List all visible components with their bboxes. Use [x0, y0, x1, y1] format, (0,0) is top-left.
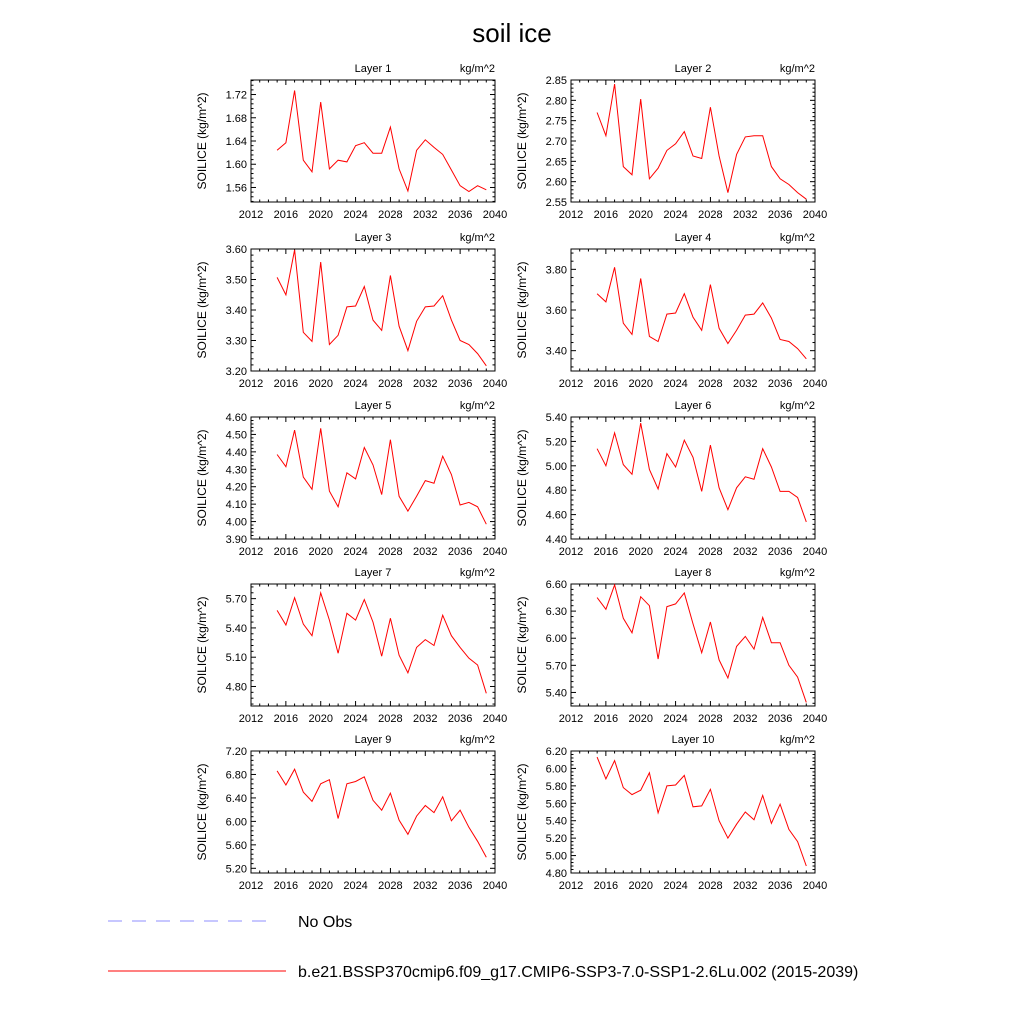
panel-title: Layer 9	[354, 734, 392, 746]
x-tick-label: 2016	[593, 546, 619, 558]
y-axis-label: SOILICE (kg/m^2)	[195, 261, 209, 359]
x-tick-label: 2040	[802, 880, 828, 892]
y-axis-label: SOILICE (kg/m^2)	[515, 429, 529, 527]
y-tick-label: 5.00	[545, 850, 567, 863]
y-tick-label: 3.40	[545, 345, 567, 358]
panel-title: Layer 3	[354, 232, 392, 244]
y-tick-label: 3.20	[225, 366, 247, 378]
panel-layer-2	[515, 63, 827, 221]
y-tick-label: 5.40	[225, 622, 247, 635]
legend	[108, 914, 858, 981]
x-tick-label: 2028	[698, 378, 723, 390]
y-tick-label: 3.80	[545, 264, 567, 277]
x-tick-label: 2020	[628, 880, 653, 892]
x-tick-label: 2020	[308, 546, 333, 558]
x-tick-label: 2032	[733, 378, 758, 390]
panel-layer-7	[195, 567, 507, 725]
y-tick-label: 4.60	[225, 412, 247, 424]
y-tick-label: 6.00	[225, 816, 247, 829]
x-tick-label: 2040	[802, 378, 828, 390]
x-tick-label: 2020	[308, 209, 333, 221]
x-tick-label: 2024	[343, 546, 368, 558]
x-tick-label: 2016	[593, 209, 619, 221]
y-tick-label: 4.50	[225, 429, 247, 442]
x-tick-label: 2032	[413, 880, 438, 892]
x-tick-label: 2028	[378, 713, 403, 725]
x-tick-label: 2012	[238, 546, 264, 558]
x-tick-label: 2032	[733, 713, 758, 725]
y-tick-label: 4.00	[225, 516, 247, 529]
x-tick-label: 2016	[273, 546, 299, 558]
plot-frame	[571, 751, 815, 873]
y-tick-label: 3.90	[225, 534, 247, 546]
y-tick-label: 6.00	[545, 763, 567, 776]
x-tick-label: 2020	[628, 546, 653, 558]
x-tick-label: 2020	[628, 209, 653, 221]
y-tick-label: 2.70	[545, 136, 567, 148]
y-tick-label: 5.40	[545, 687, 567, 700]
series-line	[597, 84, 806, 199]
y-tick-label: 6.40	[225, 792, 247, 805]
panel-units: kg/m^2	[459, 232, 495, 244]
legend-series-label: b.e21.BSSP370cmip6.f09_g17.CMIP6-SSP3-7.0-SSP1-2.6Lu.002 (2015-2039)	[298, 964, 859, 981]
y-axis-label: SOILICE (kg/m^2)	[195, 92, 209, 190]
x-tick-label: 2032	[733, 546, 758, 558]
x-tick-label: 2036	[767, 546, 793, 558]
y-tick-label: 2.55	[545, 197, 567, 209]
x-tick-label: 2040	[482, 378, 508, 390]
y-axis-label: SOILICE (kg/m^2)	[515, 261, 529, 359]
y-axis-label: SOILICE (kg/m^2)	[515, 596, 529, 694]
y-tick-label: 5.60	[225, 839, 247, 852]
y-tick-label: 5.20	[545, 833, 567, 846]
figure-title: soil ice	[472, 18, 552, 48]
y-tick-label: 2.75	[545, 115, 567, 128]
y-axis-label: SOILICE (kg/m^2)	[195, 429, 209, 527]
x-tick-label: 2020	[308, 880, 333, 892]
y-tick-label: 4.40	[225, 446, 247, 459]
y-axis-label: SOILICE (kg/m^2)	[195, 596, 209, 694]
x-tick-label: 2040	[482, 209, 508, 221]
y-tick-label: 6.00	[545, 633, 567, 646]
y-tick-label: 2.80	[545, 95, 567, 108]
y-axis-label: SOILICE (kg/m^2)	[195, 763, 209, 861]
y-tick-label: 4.60	[545, 509, 567, 522]
panel-units: kg/m^2	[459, 567, 495, 579]
plot-frame	[571, 584, 815, 706]
x-tick-label: 2028	[698, 880, 723, 892]
y-tick-label: 2.60	[545, 176, 567, 189]
x-tick-label: 2020	[628, 713, 653, 725]
x-tick-label: 2028	[378, 546, 403, 558]
panel-title: Layer 5	[354, 400, 392, 412]
panel-title: Layer 6	[674, 400, 712, 412]
y-tick-label: 5.60	[545, 798, 567, 811]
x-tick-label: 2036	[767, 880, 793, 892]
panel-layer-5	[195, 400, 507, 558]
x-tick-label: 2036	[447, 713, 473, 725]
x-tick-label: 2024	[343, 713, 368, 725]
panel-layer-4	[515, 232, 827, 390]
panel-layer-9	[195, 734, 507, 892]
x-tick-label: 2020	[308, 378, 333, 390]
panel-units: kg/m^2	[459, 734, 495, 746]
series-line	[277, 593, 486, 694]
y-tick-label: 4.80	[225, 681, 247, 694]
y-tick-label: 4.30	[225, 464, 247, 477]
series-line	[277, 428, 486, 524]
x-tick-label: 2028	[698, 546, 723, 558]
x-tick-label: 2040	[482, 880, 508, 892]
x-tick-label: 2012	[558, 378, 584, 390]
x-tick-label: 2012	[558, 546, 584, 558]
x-tick-label: 2024	[663, 546, 688, 558]
y-tick-label: 5.40	[545, 412, 567, 424]
y-tick-label: 1.64	[225, 136, 247, 148]
y-tick-label: 5.20	[225, 863, 247, 876]
plot-frame	[571, 417, 815, 539]
panel-units: kg/m^2	[779, 232, 815, 244]
x-tick-label: 2040	[802, 209, 828, 221]
x-tick-label: 2040	[482, 713, 508, 725]
panel-grid	[195, 63, 827, 892]
legend-no-obs-label: No Obs	[298, 914, 353, 931]
panel-units: kg/m^2	[459, 400, 495, 412]
x-tick-label: 2028	[698, 713, 723, 725]
x-tick-label: 2016	[273, 209, 299, 221]
x-tick-label: 2032	[413, 378, 438, 390]
plot-frame	[251, 80, 495, 202]
x-tick-label: 2024	[343, 209, 368, 221]
x-tick-label: 2012	[558, 880, 584, 892]
panel-layer-10	[515, 734, 827, 892]
panel-title: Layer 10	[671, 734, 715, 746]
plot-frame	[571, 249, 815, 371]
y-tick-label: 3.40	[225, 305, 247, 317]
y-tick-label: 4.40	[545, 534, 567, 546]
x-tick-label: 2012	[238, 880, 264, 892]
y-tick-label: 3.60	[225, 244, 247, 256]
x-tick-label: 2036	[447, 378, 473, 390]
y-tick-label: 3.50	[225, 274, 247, 287]
y-tick-label: 4.10	[225, 499, 247, 512]
y-tick-label: 4.80	[545, 485, 567, 498]
panel-title: Layer 4	[674, 232, 712, 244]
y-tick-label: 1.72	[225, 89, 247, 102]
panel-units: kg/m^2	[459, 63, 495, 75]
x-tick-label: 2024	[343, 880, 368, 892]
y-axis-label: SOILICE (kg/m^2)	[515, 92, 529, 190]
panel-title: Layer 7	[354, 567, 392, 579]
x-tick-label: 2036	[447, 880, 473, 892]
panel-units: kg/m^2	[779, 734, 815, 746]
series-line	[277, 769, 486, 857]
panel-layer-1	[195, 63, 507, 221]
x-tick-label: 2036	[767, 209, 793, 221]
panel-title: Layer 2	[674, 63, 712, 75]
x-tick-label: 2012	[238, 378, 264, 390]
x-tick-label: 2012	[238, 713, 264, 725]
y-tick-label: 5.40	[545, 815, 567, 828]
panel-layer-6	[515, 400, 827, 558]
series-line	[597, 585, 806, 703]
x-tick-label: 2016	[273, 880, 299, 892]
x-tick-label: 2024	[343, 378, 368, 390]
plot-frame	[571, 80, 815, 202]
y-tick-label: 5.10	[225, 652, 247, 665]
y-axis-label: SOILICE (kg/m^2)	[515, 763, 529, 861]
series-line	[277, 250, 486, 366]
series-line	[597, 267, 806, 359]
x-tick-label: 2036	[767, 378, 793, 390]
series-line	[597, 423, 806, 522]
y-tick-label: 4.20	[225, 481, 247, 494]
y-tick-label: 5.00	[545, 460, 567, 473]
panel-layer-8	[515, 567, 827, 725]
x-tick-label: 2016	[593, 880, 619, 892]
x-tick-label: 2036	[767, 713, 793, 725]
x-tick-label: 2032	[413, 546, 438, 558]
series-line	[277, 91, 486, 192]
panel-title: Layer 8	[674, 567, 712, 579]
y-tick-label: 5.70	[225, 593, 247, 606]
y-tick-label: 1.56	[225, 182, 247, 195]
x-tick-label: 2040	[802, 713, 828, 725]
y-tick-label: 5.70	[545, 660, 567, 673]
x-tick-label: 2016	[593, 713, 619, 725]
plot-frame	[251, 417, 495, 539]
x-tick-label: 2028	[698, 209, 723, 221]
x-tick-label: 2024	[663, 209, 688, 221]
y-tick-label: 1.68	[225, 112, 247, 125]
x-tick-label: 2032	[733, 880, 758, 892]
y-tick-label: 7.20	[225, 746, 247, 758]
x-tick-label: 2016	[593, 378, 619, 390]
x-tick-label: 2036	[447, 546, 473, 558]
panel-units: kg/m^2	[779, 567, 815, 579]
y-tick-label: 6.20	[545, 746, 567, 758]
series-line	[597, 757, 806, 866]
x-tick-label: 2016	[273, 713, 299, 725]
y-tick-label: 4.80	[545, 868, 567, 880]
x-tick-label: 2020	[308, 713, 333, 725]
x-tick-label: 2020	[628, 378, 653, 390]
x-tick-label: 2024	[663, 880, 688, 892]
x-tick-label: 2028	[378, 378, 403, 390]
y-tick-label: 6.60	[545, 579, 567, 591]
y-tick-label: 2.65	[545, 156, 567, 169]
y-tick-label: 5.80	[545, 780, 567, 793]
x-tick-label: 2024	[663, 378, 688, 390]
y-tick-label: 6.80	[225, 769, 247, 782]
y-tick-label: 3.60	[545, 305, 567, 317]
x-tick-label: 2028	[378, 209, 403, 221]
x-tick-label: 2012	[238, 209, 264, 221]
x-tick-label: 2024	[663, 713, 688, 725]
x-tick-label: 2032	[733, 209, 758, 221]
panel-units: kg/m^2	[779, 400, 815, 412]
x-tick-label: 2040	[482, 546, 508, 558]
y-tick-label: 1.60	[225, 159, 247, 172]
y-tick-label: 2.85	[545, 75, 567, 87]
x-tick-label: 2036	[447, 209, 473, 221]
x-tick-label: 2028	[378, 880, 403, 892]
y-tick-label: 6.30	[545, 606, 567, 619]
y-tick-label: 5.20	[545, 436, 567, 449]
panel-units: kg/m^2	[779, 63, 815, 75]
x-tick-label: 2040	[802, 546, 828, 558]
plot-frame	[251, 249, 495, 371]
panel-title: Layer 1	[354, 63, 392, 75]
x-tick-label: 2012	[558, 713, 584, 725]
x-tick-label: 2032	[413, 713, 438, 725]
x-tick-label: 2012	[558, 209, 584, 221]
y-tick-label: 3.30	[225, 335, 247, 348]
x-tick-label: 2016	[273, 378, 299, 390]
panel-layer-3	[195, 232, 507, 390]
x-tick-label: 2032	[413, 209, 438, 221]
